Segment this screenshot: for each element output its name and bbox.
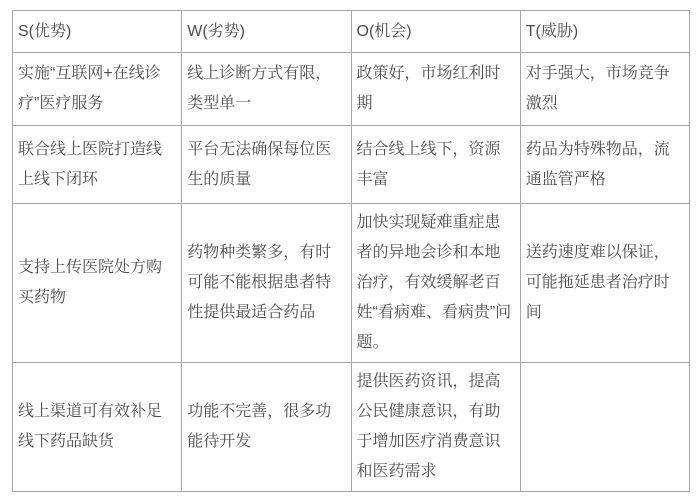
header-strengths: S(优势) (13, 11, 182, 53)
cell-threats-2: 药品为特殊物品，流通监管严格 (520, 126, 689, 204)
cell-opportunities-3: 加快实现疑难重症患者的异地会诊和本地治疗，有效缓解老百姓“看病难、看病贵”问题。 (351, 204, 520, 363)
cell-strengths-2: 联合线上医院打造线上线下闭环 (13, 126, 182, 204)
cell-opportunities-1: 政策好，市场红利时期 (351, 53, 520, 126)
cell-weaknesses-2: 平台无法确保每位医生的质量 (182, 126, 351, 204)
swot-table (12, 10, 690, 492)
table-row (13, 53, 690, 126)
cell-weaknesses-4: 功能不完善，很多功能待开发 (182, 363, 351, 492)
table-header-row (13, 11, 690, 53)
cell-weaknesses-1: 线上诊断方式有限，类型单一 (182, 53, 351, 126)
cell-strengths-4: 线上渠道可有效补足线下药品缺货 (13, 363, 182, 492)
cell-strengths-1: 实施“互联网+在线诊疗”医疗服务 (13, 53, 182, 126)
cell-strengths-3: 支持上传医院处方购买药物 (13, 204, 182, 363)
cell-opportunities-4: 提供医药资讯，提高公民健康意识，有助于增加医疗消费意识和医药需求 (351, 363, 520, 492)
header-threats: T(威胁) (520, 11, 689, 53)
cell-opportunities-2: 结合线上线下，资源丰富 (351, 126, 520, 204)
table-row (13, 363, 690, 492)
cell-threats-4 (520, 363, 689, 492)
header-weaknesses: W(劣势) (182, 11, 351, 53)
table-row (13, 126, 690, 204)
cell-weaknesses-3: 药物种类繁多，有时可能不能根据患者特性提供最适合药品 (182, 204, 351, 363)
table-row (13, 204, 690, 363)
header-opportunities: O(机会) (351, 11, 520, 53)
cell-threats-1: 对手强大，市场竞争激烈 (520, 53, 689, 126)
cell-threats-3: 送药速度难以保证，可能拖延患者治疗时间 (520, 204, 689, 363)
